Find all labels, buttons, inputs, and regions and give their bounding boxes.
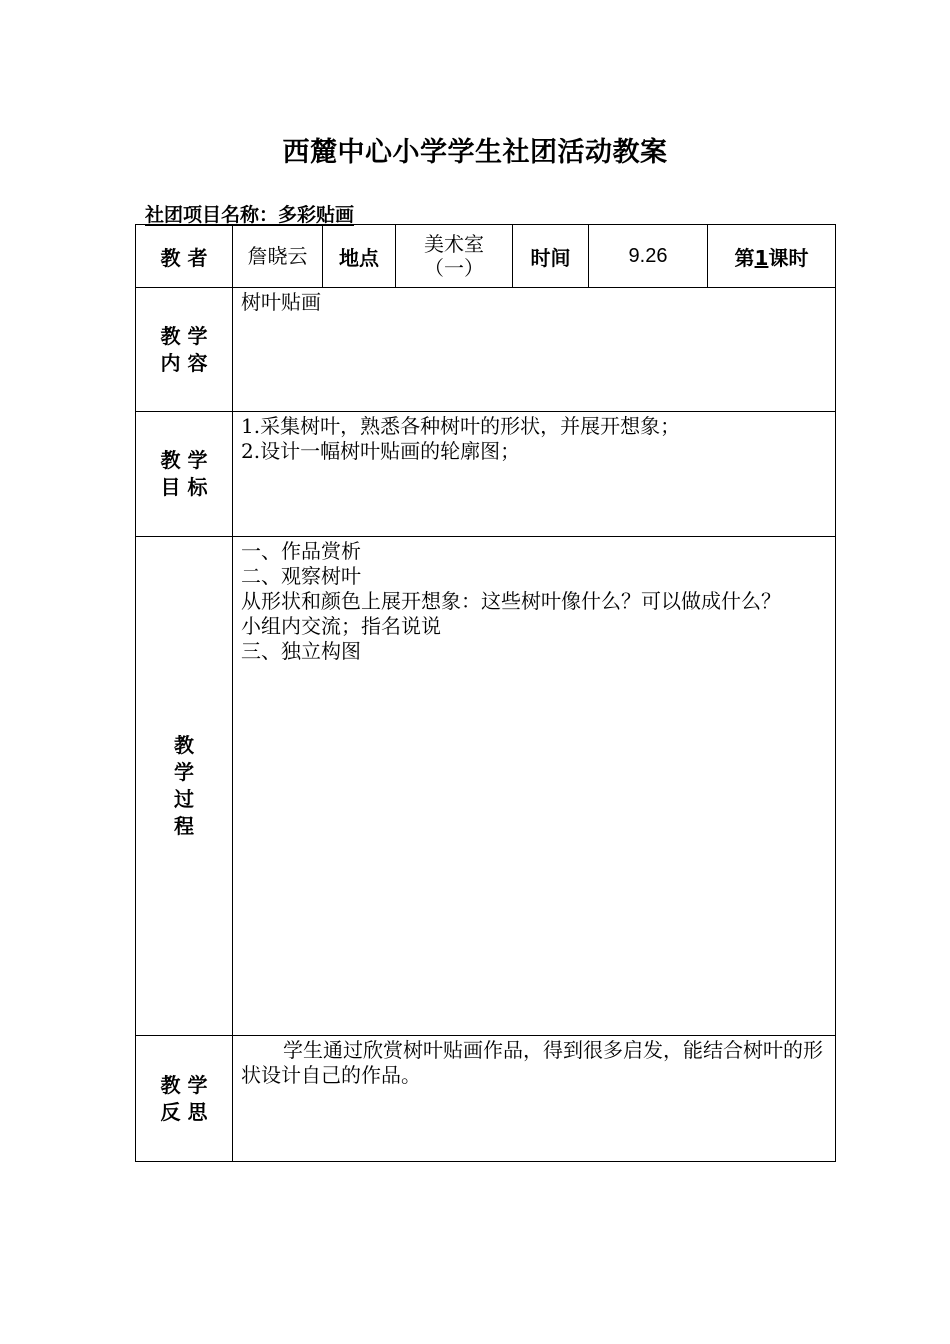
reflection-label-line2: 反 思 <box>160 1099 208 1124</box>
process-label-char: 程 <box>174 814 194 838</box>
reflection-row <box>136 1036 836 1162</box>
process-label-char: 学 <box>174 760 194 784</box>
lesson-number-cell <box>708 225 836 288</box>
goals-text <box>233 412 836 537</box>
reflection-label <box>136 1036 233 1162</box>
process-text <box>233 537 836 1036</box>
lesson-plan-table <box>135 224 836 1162</box>
content-text <box>233 288 836 412</box>
goal-line: 1.采集树叶，熟悉各种树叶的形状，并展开想象； <box>241 414 681 438</box>
reflection-label-line1: 教 学 <box>160 1072 208 1097</box>
content-label-line2: 内 容 <box>160 350 208 375</box>
location-value <box>396 225 513 288</box>
process-line: 小组内交流；指名说说 <box>241 614 441 638</box>
content-label-line1: 教 学 <box>160 323 208 348</box>
process-label-char: 过 <box>174 787 194 811</box>
process-row <box>136 537 836 1036</box>
time-label: 时间 <box>513 225 589 288</box>
location-value-line2: （一） <box>424 256 484 280</box>
goals-label <box>136 412 233 537</box>
goal-line: 2.设计一幅树叶贴画的轮廓图； <box>241 439 521 463</box>
goals-row <box>136 412 836 537</box>
content-line: 树叶贴画 <box>241 290 321 314</box>
teacher-value: 詹晓云 <box>233 225 323 288</box>
project-name: 社团项目名称：多彩贴画 <box>145 204 355 226</box>
goals-label-line1: 教 学 <box>160 448 208 472</box>
process-line: 一、作品赏析 <box>241 539 361 563</box>
lesson-prefix: 第 <box>734 245 755 270</box>
reflection-text <box>233 1036 836 1162</box>
time-value: 9.26 <box>589 225 708 288</box>
reflection-paragraph: 学生通过欣赏树叶贴画作品，得到很多启发，能结合树叶的形状设计自己的作品。 <box>241 1038 823 1087</box>
process-label <box>136 537 233 1036</box>
process-line: 从形状和颜色上展开想象：这些树叶像什么？可以做成什么？ <box>241 589 781 613</box>
goals-label-line2: 目 标 <box>160 475 208 499</box>
document-title: 西麓中心小学学生社团活动教案 <box>282 137 668 168</box>
lesson-suffix: 课时 <box>768 245 809 270</box>
content-label <box>136 288 233 412</box>
process-line: 三、独立构图 <box>241 639 361 663</box>
process-line: 二、观察树叶 <box>241 564 361 588</box>
lesson-number: 1 <box>754 245 769 270</box>
header-row <box>136 225 836 288</box>
content-row <box>136 288 836 412</box>
process-label-char: 教 <box>174 733 194 757</box>
teacher-label: 教 者 <box>136 225 233 288</box>
location-value-line1: 美术室 <box>424 232 484 256</box>
location-label: 地点 <box>323 225 396 288</box>
